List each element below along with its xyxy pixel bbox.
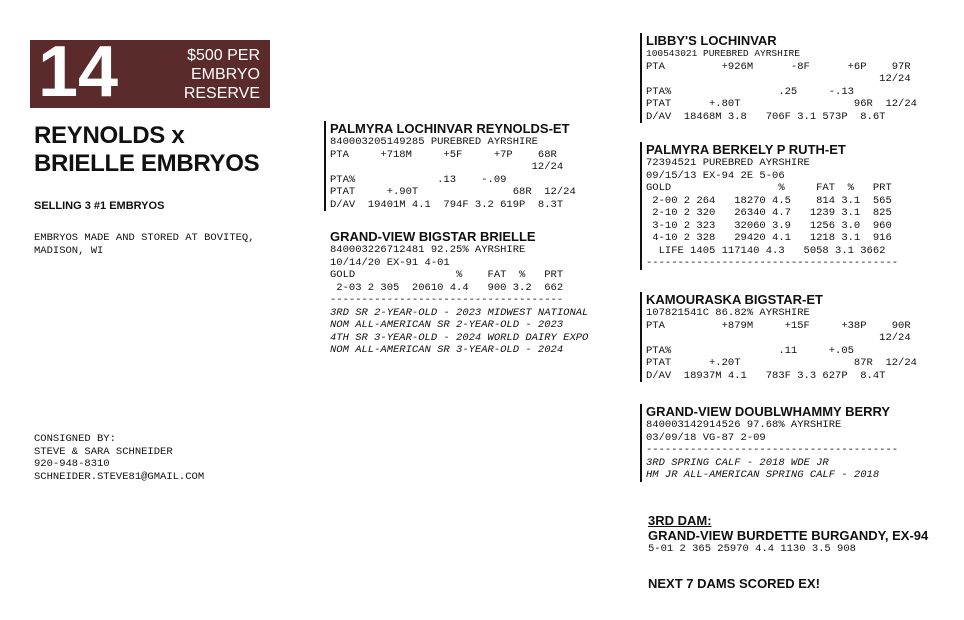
sire-stats: PTA +718M +5F +7P 68R 12/24 PTA% .13 -.09 PTAT +.90T 68R 12/24 D/AV 19401M 4.1 794F 3.2 619P 8.3T <box>330 148 576 211</box>
dam-awards: 3RD SR 2-YEAR-OLD - 2023 MIDWEST NATIONAL NOM ALL-AMERICAN SR 2-YEAR-OLD - 2023 4TH SR 3-YEAR-OLD - 2024 WORLD DAIRY EXPO NOM ALL-AMERICAN SR 3-YEAR-OLD - 2024 <box>330 306 589 356</box>
libby-id: 100543021 PUREBRED AYRSHIRE <box>646 48 800 59</box>
third-dam-label: 3RD DAM: <box>648 513 712 528</box>
selling-line: SELLING 3 #1 EMBRYOS <box>34 200 165 212</box>
libby-stats: PTA +926M -8F +6P 97R 12/24 PTA% .25 -.13 PTAT +.80T 96R 12/24 D/AV 18468M 3.8 706F 3.1 573P 8.6T <box>646 60 917 123</box>
made-stored-note: EMBRYOS MADE AND STORED AT BOVITEQ, MADISON, WI <box>34 232 255 257</box>
ruth-records: GOLD % FAT % PRT 2-00 2 264 18270 4.5 814 3.1 565 2-10 2 320 26340 4.7 1239 3.1 825 3-10 2 323 32060 3.9 1256 3.0 960 4-10 2 328 29420 4.1 1218 3.1 916 LIFE 1405 117140 4.3 5058 3.1 3662 ---------------------------------------- <box>646 182 899 269</box>
dam-records: GOLD % FAT % PRT 2-03 2 305 20610 4.4 900 3.2 662 ------------------------------------- <box>330 269 564 306</box>
kamouraska-id: 107821541C 86.82% AYRSHIRE <box>646 307 810 319</box>
third-dam-name: GRAND-VIEW BURDETTE BURGANDY, EX-94 <box>648 528 929 543</box>
ruth-name: PALMYRA BERKELY P RUTH-ET <box>646 142 846 157</box>
dam-id: 840003226712481 92.25% AYRSHIRE 10/14/20 EX-91 4-01 <box>330 244 526 269</box>
lot-number: 14 <box>38 32 119 112</box>
berry-block <box>640 404 898 482</box>
berry-awards: 3RD SPRING CALF - 2018 WDE JR HM JR ALL-AMERICAN SPRING CALF - 2018 <box>646 456 880 481</box>
kamouraska-stats: PTA +879M +15F +38P 90R 12/24 PTA% .11 +.05 PTAT +.20T 87R 12/24 D/AV 18937M 4.1 783F 3.3 627P 8.4T <box>646 319 917 382</box>
next-dams-note: NEXT 7 DAMS SCORED EX! <box>648 576 820 591</box>
kamouraska-block <box>640 292 917 382</box>
sire-id: 840003205149285 PUREBRED AYRSHIRE <box>330 136 538 148</box>
berry-name: GRAND-VIEW DOUBLWHAMMY BERRY <box>646 404 891 419</box>
berry-id: 840003142914526 97.68% AYRSHIRE 03/09/18 VG-87 2-09 ---------------------------------------- <box>646 419 899 456</box>
ruth-id: 72394521 PUREBRED AYRSHIRE 09/15/13 EX-94 2E 5-06 <box>646 157 810 182</box>
dam-block <box>324 229 588 357</box>
lot-box <box>30 32 270 112</box>
sire-name: PALMYRA LOCHINVAR REYNOLDS-ET <box>330 121 570 136</box>
main-title: REYNOLDS x BRIELLE EMBRYOS <box>34 122 260 177</box>
sire-block <box>324 121 576 211</box>
consignor-info: CONSIGNED BY: STEVE & SARA SCHNEIDER 920-948-8310 SCHNEIDER.STEVE81@GMAIL.COM <box>34 433 205 483</box>
third-dam-block <box>648 513 928 556</box>
libby-block <box>640 33 917 123</box>
libby-name: LIBBY'S LOCHINVAR <box>646 33 777 48</box>
dam-name: GRAND-VIEW BIGSTAR BRIELLE <box>330 229 536 244</box>
lot-reserve: $500 PER EMBRYO RESERVE <box>183 47 260 102</box>
ruth-block <box>640 142 898 270</box>
third-dam-record: 5-01 2 365 25970 4.4 1130 3.5 908 <box>648 543 856 555</box>
kamouraska-name: KAMOURASKA BIGSTAR-ET <box>646 292 823 307</box>
